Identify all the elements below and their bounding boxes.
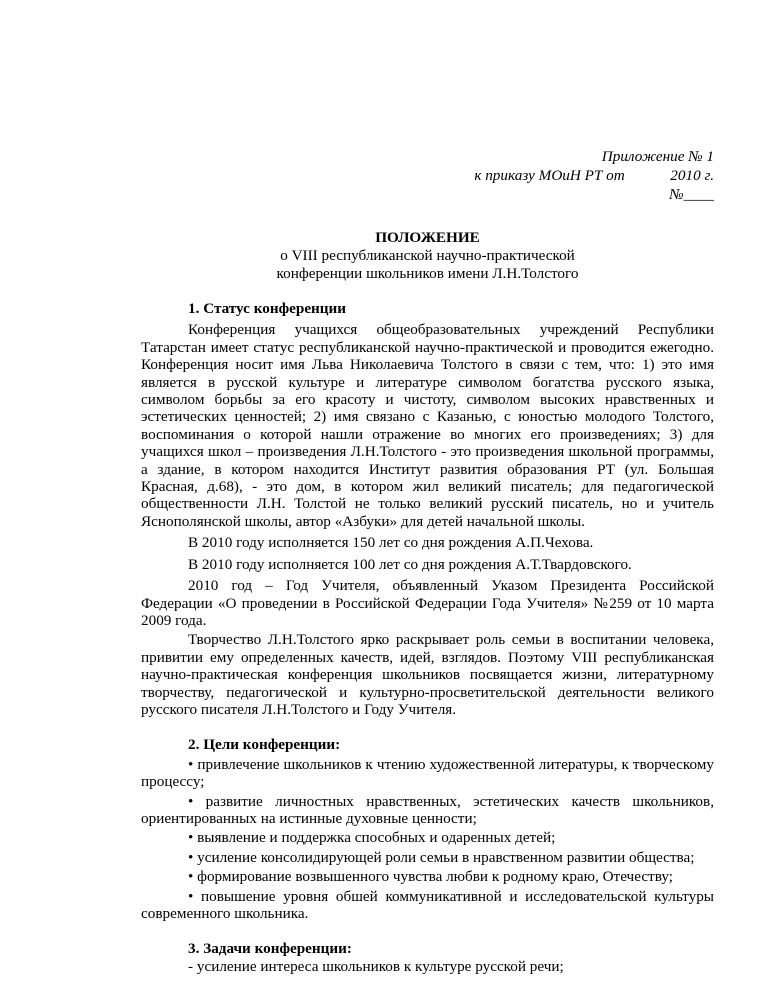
task-list-item: - усиление интереса школьников к культуре русской речи; — [188, 957, 564, 975]
section-1-paragraph: В 2010 году исполняется 100 лет со дня рождения А.Т.Твардовского. — [188, 555, 632, 573]
order-number: №____ — [669, 186, 714, 203]
section-1-paragraph: 2010 год – Год Учителя, объявленный Указом Президента Российской Федерации «О проведении в Российской Федерации Года Учителя» №259 от 10 марта 2009 года. — [141, 577, 714, 629]
document-page — [141, 0, 714, 994]
approval-block — [474, 147, 714, 204]
goal-list-item: • усиление консолидирующей роли семьи в нравственном развитии общества; — [188, 848, 695, 866]
order-reference: к приказу МОиН РТ от 2010 г. — [474, 167, 714, 184]
section-1-paragraph: Творчество Л.Н.Толстого ярко раскрывает роль семьи в воспитании человека, привитии ему определенных качеств, идей, взглядов. Поэтому VIII республиканская научно-практическая конференция школьников посвящается жизни, литературному творчеству, педагогической и культурно-просветительской деятельности великого русского писателя Л.Н.Толстого и Году Учителя. — [141, 631, 714, 718]
document-subtitle-line-2: конференции школьников имени Л.Н.Толстого — [276, 265, 579, 282]
section-2-title: 2. Цели конференции: — [188, 736, 341, 754]
section-1-paragraph: Конференция учащихся общеобразовательных учреждений Республики Татарстан имеет статус республиканской научно-практической и проводится ежегодно. Конференция носит имя Льва Николаевича Толстого в связи с тем, что: 1) это имя является в русской культуре и литературе символом богатства русского языка, символом борьбы за его красоту и чистоту, символом высоких нравственных и эстетических ценностей; 2) имя связано с Казанью, с юностью молодого Толстого, воспоминания о которой нашли отражение во многих его произведениях; 3) для учащихся школ – произведения Л.Н.Толстого - это произведения школьной программы, а здание, в котором находится Институт развития образования РТ (ул. Большая Красная, д.68), - это дом, в котором жил великий писатель; для педагогической общественности Л.Н. Толстой не только великий русский писатель, но и учитель Яснополянской школы, автор «Азбуки» для детей начальной школы. — [141, 321, 714, 530]
goal-list-item: • выявление и поддержка способных и одаренных детей; — [188, 829, 556, 847]
goal-list-item: • развитие личностных нравственных, эстетических качеств школьников, ориентированных на истинные духовные ценности; — [141, 792, 714, 827]
goal-list-item: • формирование возвышенного чувства любви к родному краю, Отечеству; — [188, 868, 673, 886]
document-body — [141, 300, 714, 975]
document-heading — [141, 229, 714, 283]
appendix-number: Приложение № 1 — [601, 148, 714, 165]
section-1-title: 1. Статус конференции — [188, 300, 347, 317]
document-title: ПОЛОЖЕНИЕ — [375, 229, 480, 246]
section-3-title: 3. Задачи конференции: — [188, 940, 352, 958]
goal-list-item: • привлечение школьников к чтению художественной литературы, к творческому процессу; — [141, 755, 714, 791]
document-subtitle-line-1: о VIII республиканской научно-практической — [280, 247, 575, 264]
goal-list-item: • повышение уровня обшей коммуникативной и исследовательской культуры современного школьника. — [141, 887, 714, 922]
section-1-paragraph: В 2010 году исполняется 150 лет со дня рождения А.П.Чехова. — [188, 534, 594, 552]
